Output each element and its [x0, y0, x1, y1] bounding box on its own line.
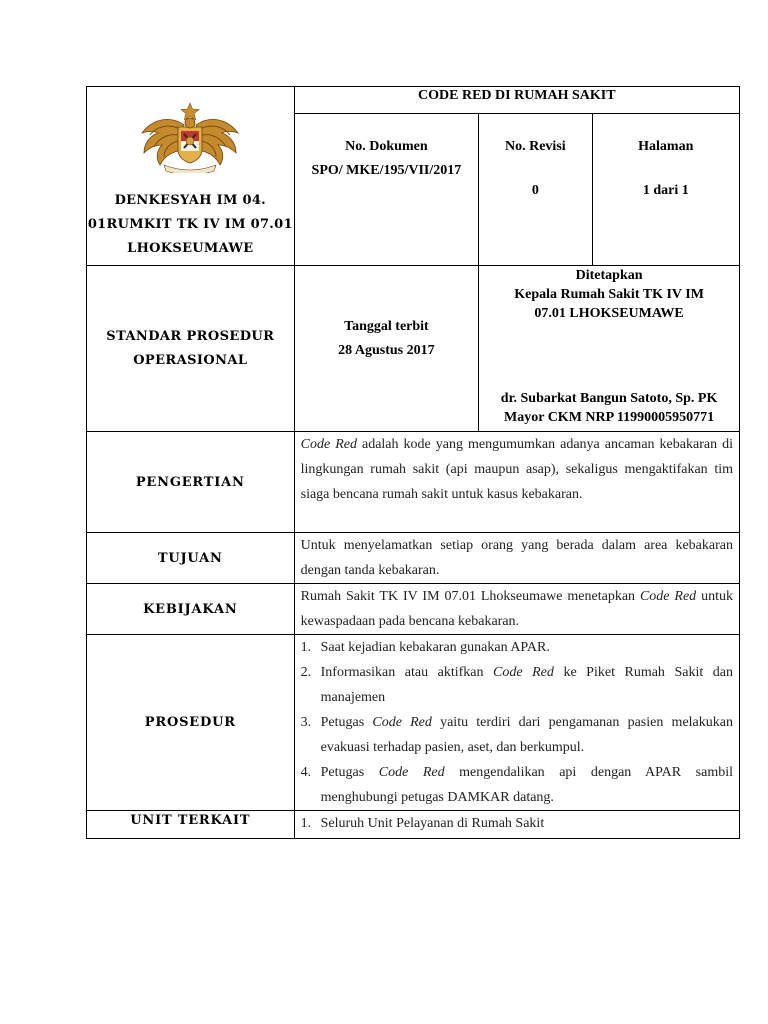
kebijakan-italic: Code Red	[639, 589, 697, 604]
document-number-label: No. Dokumen	[345, 139, 428, 154]
prosedur-item-number: 2.	[300, 665, 312, 680]
prosedur-item-text: Saat kejadian kebakaran gunakan APAR.	[320, 640, 550, 655]
prosedur-item-text-after: ke Piket Rumah Sakit dan manajemen	[320, 665, 733, 705]
established-by-line-2: 07.01 LHOKSEUMAWE	[534, 306, 684, 321]
prosedur-item	[301, 760, 733, 810]
prosedur-item-text: Petugas	[320, 715, 373, 730]
unit-terkait-label: UNIT TERKAIT	[87, 811, 295, 839]
kebijakan-text-after: untuk kewaspadaan pada bencana kebakaran.	[300, 589, 733, 629]
prosedur-item-number: 3.	[300, 715, 312, 730]
established-by-line-1: Kepala Rumah Sakit TK IV IM	[514, 287, 704, 302]
prosedur-item-italic: Code Red	[378, 765, 445, 780]
organization-line-2: 01RUMKIT TK IV IM 07.01	[87, 217, 293, 232]
signatory-block	[479, 389, 739, 427]
prosedur-list	[301, 635, 733, 810]
approval-cell	[479, 266, 740, 432]
tujuan-content: Untuk menyelamatkan setiap orang yang berada dalam area kebakaran dengan tanda kebakaran.	[294, 533, 739, 584]
page-value: 1 dari 1	[642, 183, 689, 198]
document-number-cell	[294, 114, 479, 266]
prosedur-item-text-after: yaitu terdiri dari pengamanan pasien melakukan evakuasi terhadap pasien, aset, dan berkumpul.	[320, 715, 733, 755]
prosedur-item-text: Petugas	[320, 765, 379, 780]
sop-label-line-1: STANDAR PROSEDUR	[106, 328, 275, 344]
document-title: CODE RED DI RUMAH SAKIT	[294, 87, 739, 114]
revision-value: 0	[531, 183, 539, 198]
eagle-emblem-icon	[134, 101, 246, 173]
signatory-name: dr. Subarkat Bangun Satoto, Sp. PK	[500, 391, 718, 406]
prosedur-content	[294, 635, 739, 811]
prosedur-label: PROSEDUR	[87, 635, 295, 811]
document-number-value: SPO/ MKE/195/VII/2017	[311, 163, 462, 178]
pengertian-text: adalah kode yang mengumumkan adanya ancaman kebakaran di lingkungan rumah sakit (api maupun asap), sekaligus mengaktifakan tim siaga bencana rumah sakit untuk kasus kebakaran.	[300, 437, 733, 502]
organization-line-3: LHOKSEUMAWE	[127, 241, 254, 256]
pengertian-content	[294, 432, 739, 533]
unit-terkait-item	[301, 811, 733, 836]
kebijakan-label: KEBIJAKAN	[87, 584, 295, 635]
revision-cell	[479, 114, 592, 266]
unit-terkait-item-number: 1.	[300, 816, 312, 831]
prosedur-item	[301, 710, 733, 760]
kebijakan-text-before: Rumah Sakit TK IV IM 07.01 Lhokseumawe menetapkan	[300, 589, 640, 604]
kebijakan-content	[294, 584, 739, 635]
prosedur-item-italic: Code Red	[372, 715, 432, 730]
prosedur-item	[301, 660, 733, 710]
prosedur-item-text-after: mengendalikan api dengan APAR sambil menghubungi petugas DAMKAR datang.	[320, 765, 733, 805]
pengertian-italic: Code Red	[300, 437, 357, 452]
sop-label-line-2: OPERASIONAL	[133, 352, 248, 368]
tujuan-label: TUJUAN	[87, 533, 295, 584]
issue-date-cell	[294, 266, 479, 432]
approval-header	[479, 266, 739, 323]
unit-terkait-list	[301, 811, 733, 836]
sop-label-cell	[87, 266, 295, 432]
prosedur-item-text: Informasikan atau aktifkan	[320, 665, 494, 680]
sop-document-table	[86, 86, 740, 839]
organization-name	[87, 189, 294, 261]
issue-date-label: Tanggal terbit	[344, 318, 429, 334]
organization-header-cell	[87, 87, 295, 266]
signatory-rank: Mayor CKM NRP 11990005950771	[504, 410, 715, 425]
prosedur-item-number: 4.	[300, 765, 312, 780]
prosedur-item-italic: Code Red	[493, 665, 554, 680]
page-label: Halaman	[638, 139, 694, 154]
prosedur-item-number: 1.	[300, 640, 312, 655]
unit-terkait-item-text: Seluruh Unit Pelayanan di Rumah Sakit	[320, 816, 545, 831]
pengertian-label: PENGERTIAN	[87, 432, 295, 533]
page-cell	[592, 114, 739, 266]
military-emblem-logo	[134, 101, 246, 173]
established-label: Ditetapkan	[575, 268, 643, 283]
prosedur-item	[301, 635, 733, 660]
unit-terkait-content	[294, 811, 739, 839]
revision-label: No. Revisi	[505, 139, 566, 154]
organization-line-1: DENKESYAH IM 04.	[114, 193, 267, 208]
issue-date-value: 28 Agustus 2017	[338, 342, 435, 358]
